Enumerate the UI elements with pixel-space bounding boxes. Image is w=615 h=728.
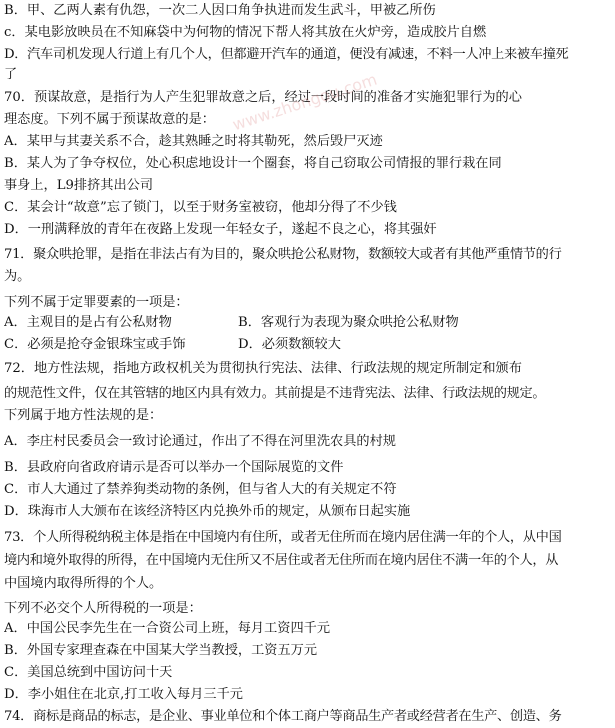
option-73c: C．美国总统到中国访问十天 bbox=[4, 665, 173, 680]
option-69c: c．某电影放映员在不知麻袋中为何物的情况下帮人将其放在火炉旁，造成胶片自燃 bbox=[4, 25, 487, 40]
option-69d: D．汽车司机发现人行道上有几个人，但都避开汽车的通道，便没有减速，不料一人冲上来被车撞死 bbox=[4, 47, 569, 62]
question-71-stem-continued: 为。 bbox=[4, 269, 31, 284]
option-72a: A．李庄村民委员会一致讨论通过，作出了不得在河里洗农具的村规 bbox=[4, 434, 396, 449]
watermark: www.zhongou.com bbox=[230, 69, 380, 135]
option-72c: C．市人大通过了禁养狗类动物的条例，但与省人大的有关规定不符 bbox=[4, 482, 397, 497]
question-72-stem: 72．地方性法规，指地方政权机关为贯彻执行宪法、法律、行政法规的规定所制定和颁布 bbox=[4, 361, 522, 376]
option-70b-continued: 事身上，L9排挤其出公司 bbox=[4, 178, 154, 193]
option-72b: B．县政府向省政府请示是否可以举办一个国际展览的文件 bbox=[4, 460, 344, 475]
question-70-stem: 70．预谋故意，是指行为人产生犯罪故意之后，经过一段时间的准备才实施犯罪行为的心 bbox=[4, 90, 522, 105]
question-73-stem-line2: 境内和境外取得的所得，在中国境内无住所又不居住或者无住所而在境内居住不满一年的个人，从 bbox=[4, 553, 559, 568]
question-70-stem-continued: 理态度。下列不属于预谋故意的是： bbox=[4, 112, 215, 127]
option-71b: B．客观行为表现为聚众哄抢公私财物 bbox=[238, 315, 459, 330]
option-71d: D．必须数额较大 bbox=[238, 337, 341, 352]
option-70a: A．某甲与其妻关系不合，趁其熟睡之时将其勒死，然后毁尸灭迹 bbox=[4, 134, 383, 149]
option-71c: C．必须是抢夺金银珠宝或手饰 bbox=[4, 337, 186, 352]
option-70d: D．一刑满释放的青年在夜路上发现一年轻女子，遂起不良之心，将其强奸 bbox=[4, 222, 437, 237]
option-70c: C．某会计“故意”忘了锁门，以至于财务室被窃，他却分得了不少钱 bbox=[4, 200, 397, 215]
question-73-stem: 73．个人所得税纳税主体是指在中国境内有住所，或者无住所而在境内居住满一年的个人，从中国 bbox=[4, 530, 562, 545]
option-73b: B．外国专家理查森在中国某大学当教授，工资五万元 bbox=[4, 643, 318, 658]
option-72d: D．珠海市人大颁布在该经济特区内兑换外币的规定，从颁布日起实施 bbox=[4, 504, 411, 519]
question-72-stem-continued: 的规范性文件，仅在其管辖的地区内具有效力。其前提是不违背宪法、法律、行政法规的规定。 bbox=[4, 386, 546, 401]
option-69d-continued: 了 bbox=[4, 67, 18, 82]
question-74-stem: 74．商标是商品的标志，是企业、事业单位和个体工商户等商品生产者或经营者在生产、创造、务 bbox=[4, 709, 562, 724]
question-73-stem-line3: 中国境内取得所得的个人。 bbox=[4, 576, 163, 591]
option-69b: B．甲、乙两人素有仇怨，一次二人因口角争执进而发生武斗，甲被乙所伤 bbox=[4, 3, 436, 18]
question-71-prompt: 下列不属于定罪要素的一项是： bbox=[4, 295, 189, 310]
question-71-stem: 71．聚众哄抢罪，是指在非法占有为目的，聚众哄抢公私财物，数额较大或者有其他严重情节的行 bbox=[4, 247, 562, 262]
question-72-prompt: 下列属于地方性法规的是： bbox=[4, 408, 163, 423]
option-73d: D．李小姐住在北京,打工收入每月三千元 bbox=[4, 687, 243, 702]
option-73a: A．中国公民李先生在一合资公司上班，每月工资四千元 bbox=[4, 621, 331, 636]
question-73-prompt: 下列不必交个人所得税的一项是： bbox=[4, 601, 202, 616]
option-70b: B．某人为了争夺权位，处心积虑地设计一个圈套，将自己窃取公司情报的罪行栽在同 bbox=[4, 156, 502, 171]
option-71a: A．主观目的是占有公私财物 bbox=[4, 315, 172, 330]
